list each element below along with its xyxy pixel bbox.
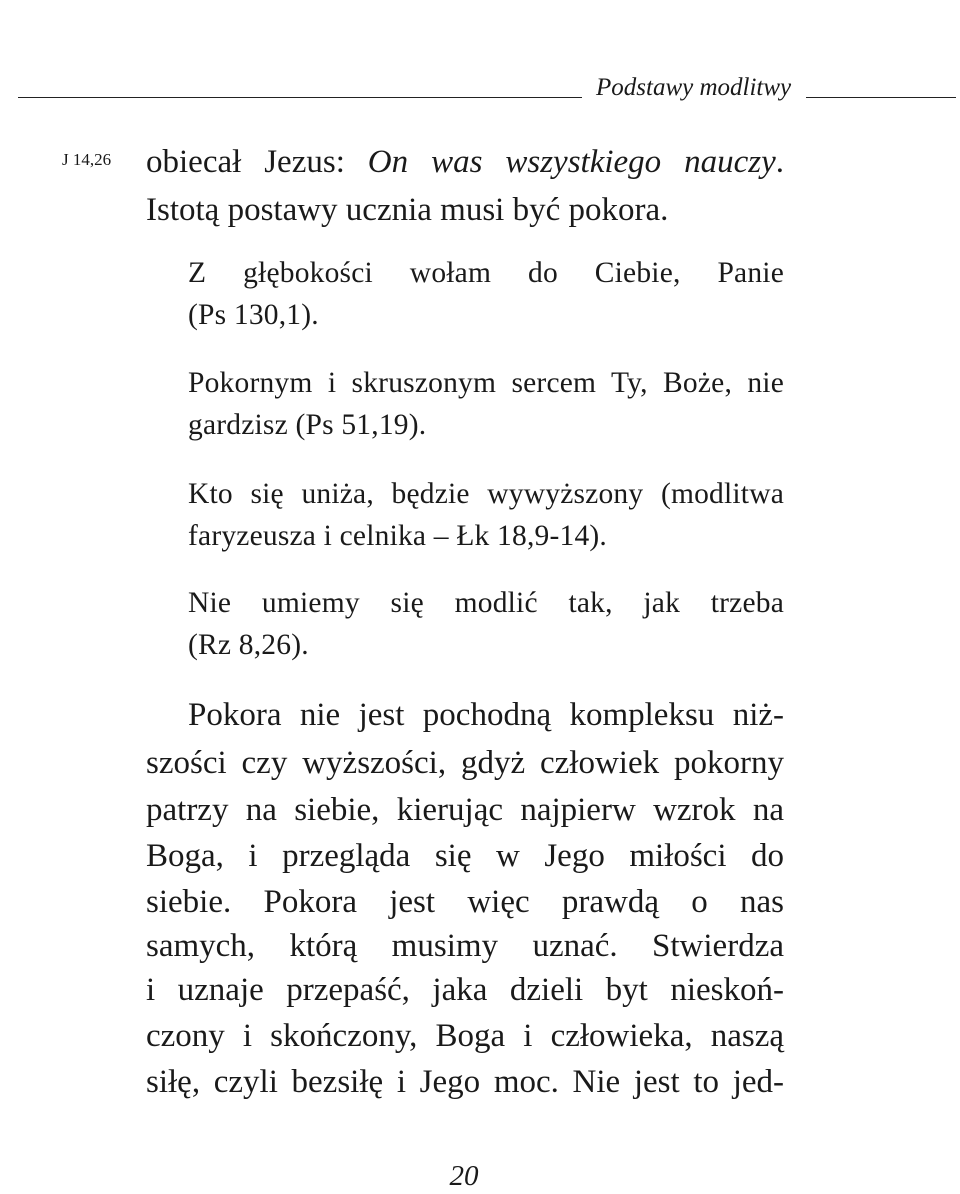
body-line [146, 142, 784, 182]
quote-line: Z głębokości wołam do Ciebie, Panie [188, 257, 784, 289]
header-rule-left [18, 97, 582, 98]
header-rule-right [806, 97, 956, 98]
paragraph-line: czony i skończony, Boga i człowieka, naszą [146, 1018, 784, 1054]
quote-line: Pokornym i skruszonym sercem Ty, Boże, nie [188, 367, 784, 399]
quote-line: (Ps 130,1). [188, 299, 319, 331]
quote-line: Nie umiemy się modlić tak, jak trzeba [188, 587, 784, 619]
paragraph-line: siłę, czyli bezsiłę i Jego moc. Nie jest to jed- [146, 1064, 784, 1100]
paragraph-line: siebie. Pokora jest więc prawdą o nas [146, 884, 784, 920]
margin-reference: J 14,26 [62, 150, 112, 169]
body-line: Istotą postawy ucznia musi być pokora. [146, 192, 669, 228]
quote-line: Kto się uniża, będzie wywyższony (modlitwa [188, 478, 784, 510]
page-number: 20 [449, 1160, 479, 1192]
paragraph-line: Pokora nie jest pochodną kompleksu niż- [188, 697, 784, 733]
paragraph-line: Boga, i przegląda się w Jego miłości do [146, 838, 784, 874]
paragraph-line: i uznaje przepaść, jaka dzieli byt nieskoń- [146, 972, 784, 1008]
text-span: . [775, 144, 784, 180]
quote-line: gardzisz (Ps 51,19). [188, 409, 427, 441]
quote-line: faryzeusza i celnika – Łk 18,9-14). [188, 520, 608, 552]
quote-line: (Rz 8,26). [188, 629, 309, 661]
paragraph-line: szości czy wyższości, gdyż człowiek pokorny [146, 745, 784, 781]
paragraph-line: patrzy na siebie, kierując najpierw wzrok na [146, 792, 784, 828]
running-head: Podstawy modlitwy [596, 74, 792, 101]
italic-quote: On was wszystkiego nauczy [367, 144, 776, 180]
text-span: obiecał Jezus: [146, 144, 368, 180]
paragraph-line: samych, którą musimy uznać. Stwierdza [146, 928, 784, 964]
